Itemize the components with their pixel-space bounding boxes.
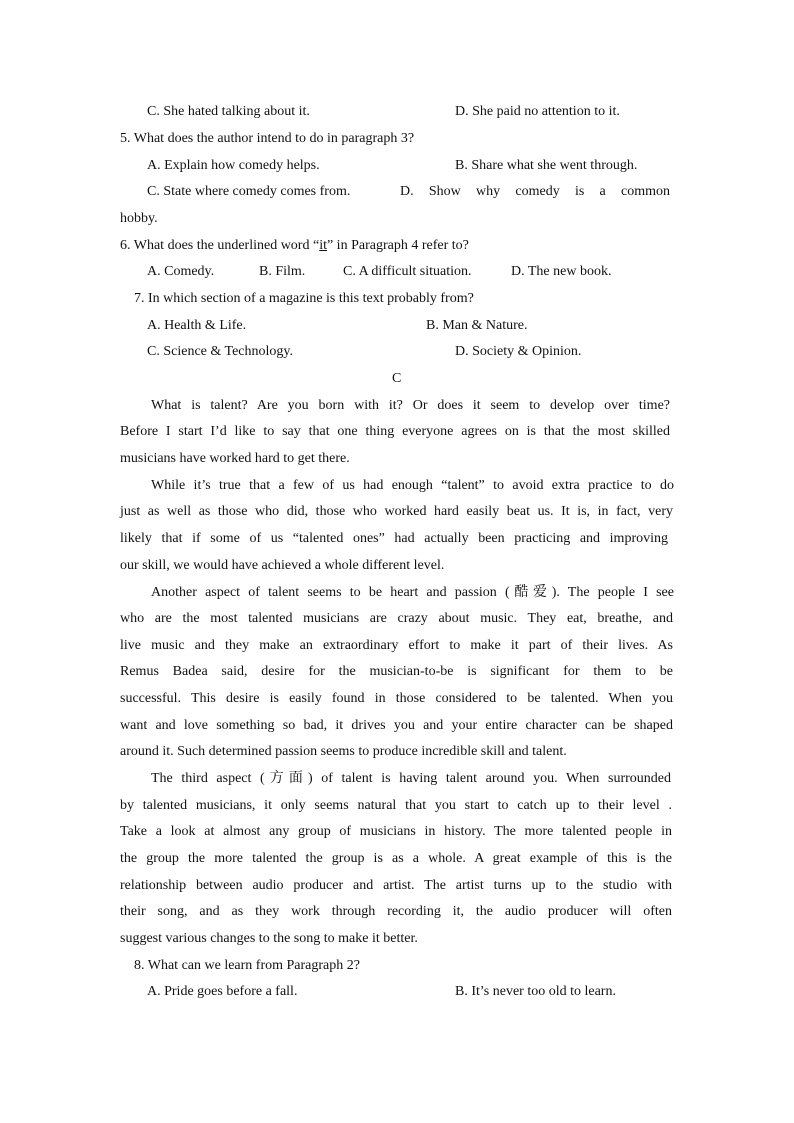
paragraph-4-line: relationship between audio producer and artist. The artist turns up to the studio with bbox=[120, 878, 672, 893]
paragraph-4-line: Take a look at almost any group of musicians in history. The more talented people in bbox=[120, 824, 672, 839]
q7-option-a: A. Health & Life. bbox=[147, 318, 247, 333]
q6-option-a: A. Comedy. bbox=[147, 264, 215, 279]
q6-question-pre: 6. What does the underlined word “ bbox=[120, 238, 320, 253]
paragraph-4-line: the group the more talented the group is as a whole. A great example of this is the bbox=[120, 851, 672, 866]
paragraph-3-line: successful. This desire is easily found in those considered to be talented. When you bbox=[120, 691, 673, 706]
paragraph-3-line: live music and they make an extraordinary effort to make it part of their lives. As bbox=[120, 638, 673, 653]
paragraph-3-line: Another aspect of talent seems to be heart and passion (酷爱). The people I see bbox=[151, 585, 674, 600]
q7-option-b: B. Man & Nature. bbox=[426, 318, 528, 333]
paragraph-4-line: suggest various changes to the song to make it better. bbox=[120, 931, 418, 946]
paragraph-3-line: want and love something so bad, it drives you and your entire character can be shaped bbox=[120, 718, 673, 733]
q5-option-a: A. Explain how comedy helps. bbox=[147, 158, 320, 173]
paragraph-4-line: their song, and as they work through recording it, the audio producer will often bbox=[120, 904, 672, 919]
q5-option-b: B. Share what she went through. bbox=[455, 158, 638, 173]
q6-underlined-word: it bbox=[319, 238, 327, 253]
paragraph-3-line: who are the most talented musicians are crazy about music. They eat, breathe, and bbox=[120, 611, 673, 626]
q5-question: 5. What does the author intend to do in paragraph 3? bbox=[120, 131, 415, 146]
q6-option-c: C. A difficult situation. bbox=[343, 264, 472, 279]
q8-option-b: B. It’s never too old to learn. bbox=[455, 984, 616, 999]
q5-option-d: D. Show why comedy is a common bbox=[400, 184, 670, 199]
paragraph-2-line: While it’s true that a few of us had enough “talent” to avoid extra practice to do bbox=[151, 478, 674, 493]
q6-question-post: ” in Paragraph 4 refer to? bbox=[326, 238, 469, 253]
q8-option-a: A. Pride goes before a fall. bbox=[147, 984, 298, 999]
q7-option-c: C. Science & Technology. bbox=[147, 344, 293, 359]
q5-option-d-cont: hobby. bbox=[120, 211, 158, 226]
q6-question bbox=[120, 237, 469, 255]
q7-option-d: D. Society & Opinion. bbox=[455, 344, 582, 359]
paragraph-1-line: What is talent? Are you born with it? Or does it seem to develop over time? bbox=[151, 398, 670, 413]
q6-option-b: B. Film. bbox=[259, 264, 306, 279]
paragraph-2-line: just as well as those who did, those who worked hard easily beat us. It is, in fact, very bbox=[120, 504, 673, 519]
paragraph-1-line: Before I start I’d like to say that one thing everyone agrees on is that the most skilled bbox=[120, 424, 670, 439]
paragraph-3-line: Remus Badea said, desire for the musician-to-be is significant for them to be bbox=[120, 664, 673, 679]
paragraph-4-line: The third aspect (方面) of talent is having talent around you. When surrounded bbox=[151, 771, 671, 786]
paragraph-4-line: by talented musicians, it only seems natural that you start to catch up to their level . bbox=[120, 798, 672, 813]
q7-question: 7. In which section of a magazine is this text probably from? bbox=[134, 291, 474, 306]
section-heading: C bbox=[392, 371, 402, 386]
q4-option-c: C. She hated talking about it. bbox=[147, 104, 310, 119]
paragraph-1-line: musicians have worked hard to get there. bbox=[120, 451, 350, 466]
paragraph-2-line: likely that if some of us “talented ones” had actually been practicing and improving bbox=[120, 531, 668, 546]
q4-option-d: D. She paid no attention to it. bbox=[455, 104, 620, 119]
q6-option-d: D. The new book. bbox=[511, 264, 612, 279]
paragraph-3-line: around it. Such determined passion seems to produce incredible skill and talent. bbox=[120, 744, 567, 759]
paragraph-2-line: our skill, we would have achieved a whole different level. bbox=[120, 558, 445, 573]
q5-option-c: C. State where comedy comes from. bbox=[147, 184, 351, 199]
q8-question: 8. What can we learn from Paragraph 2? bbox=[134, 958, 360, 973]
